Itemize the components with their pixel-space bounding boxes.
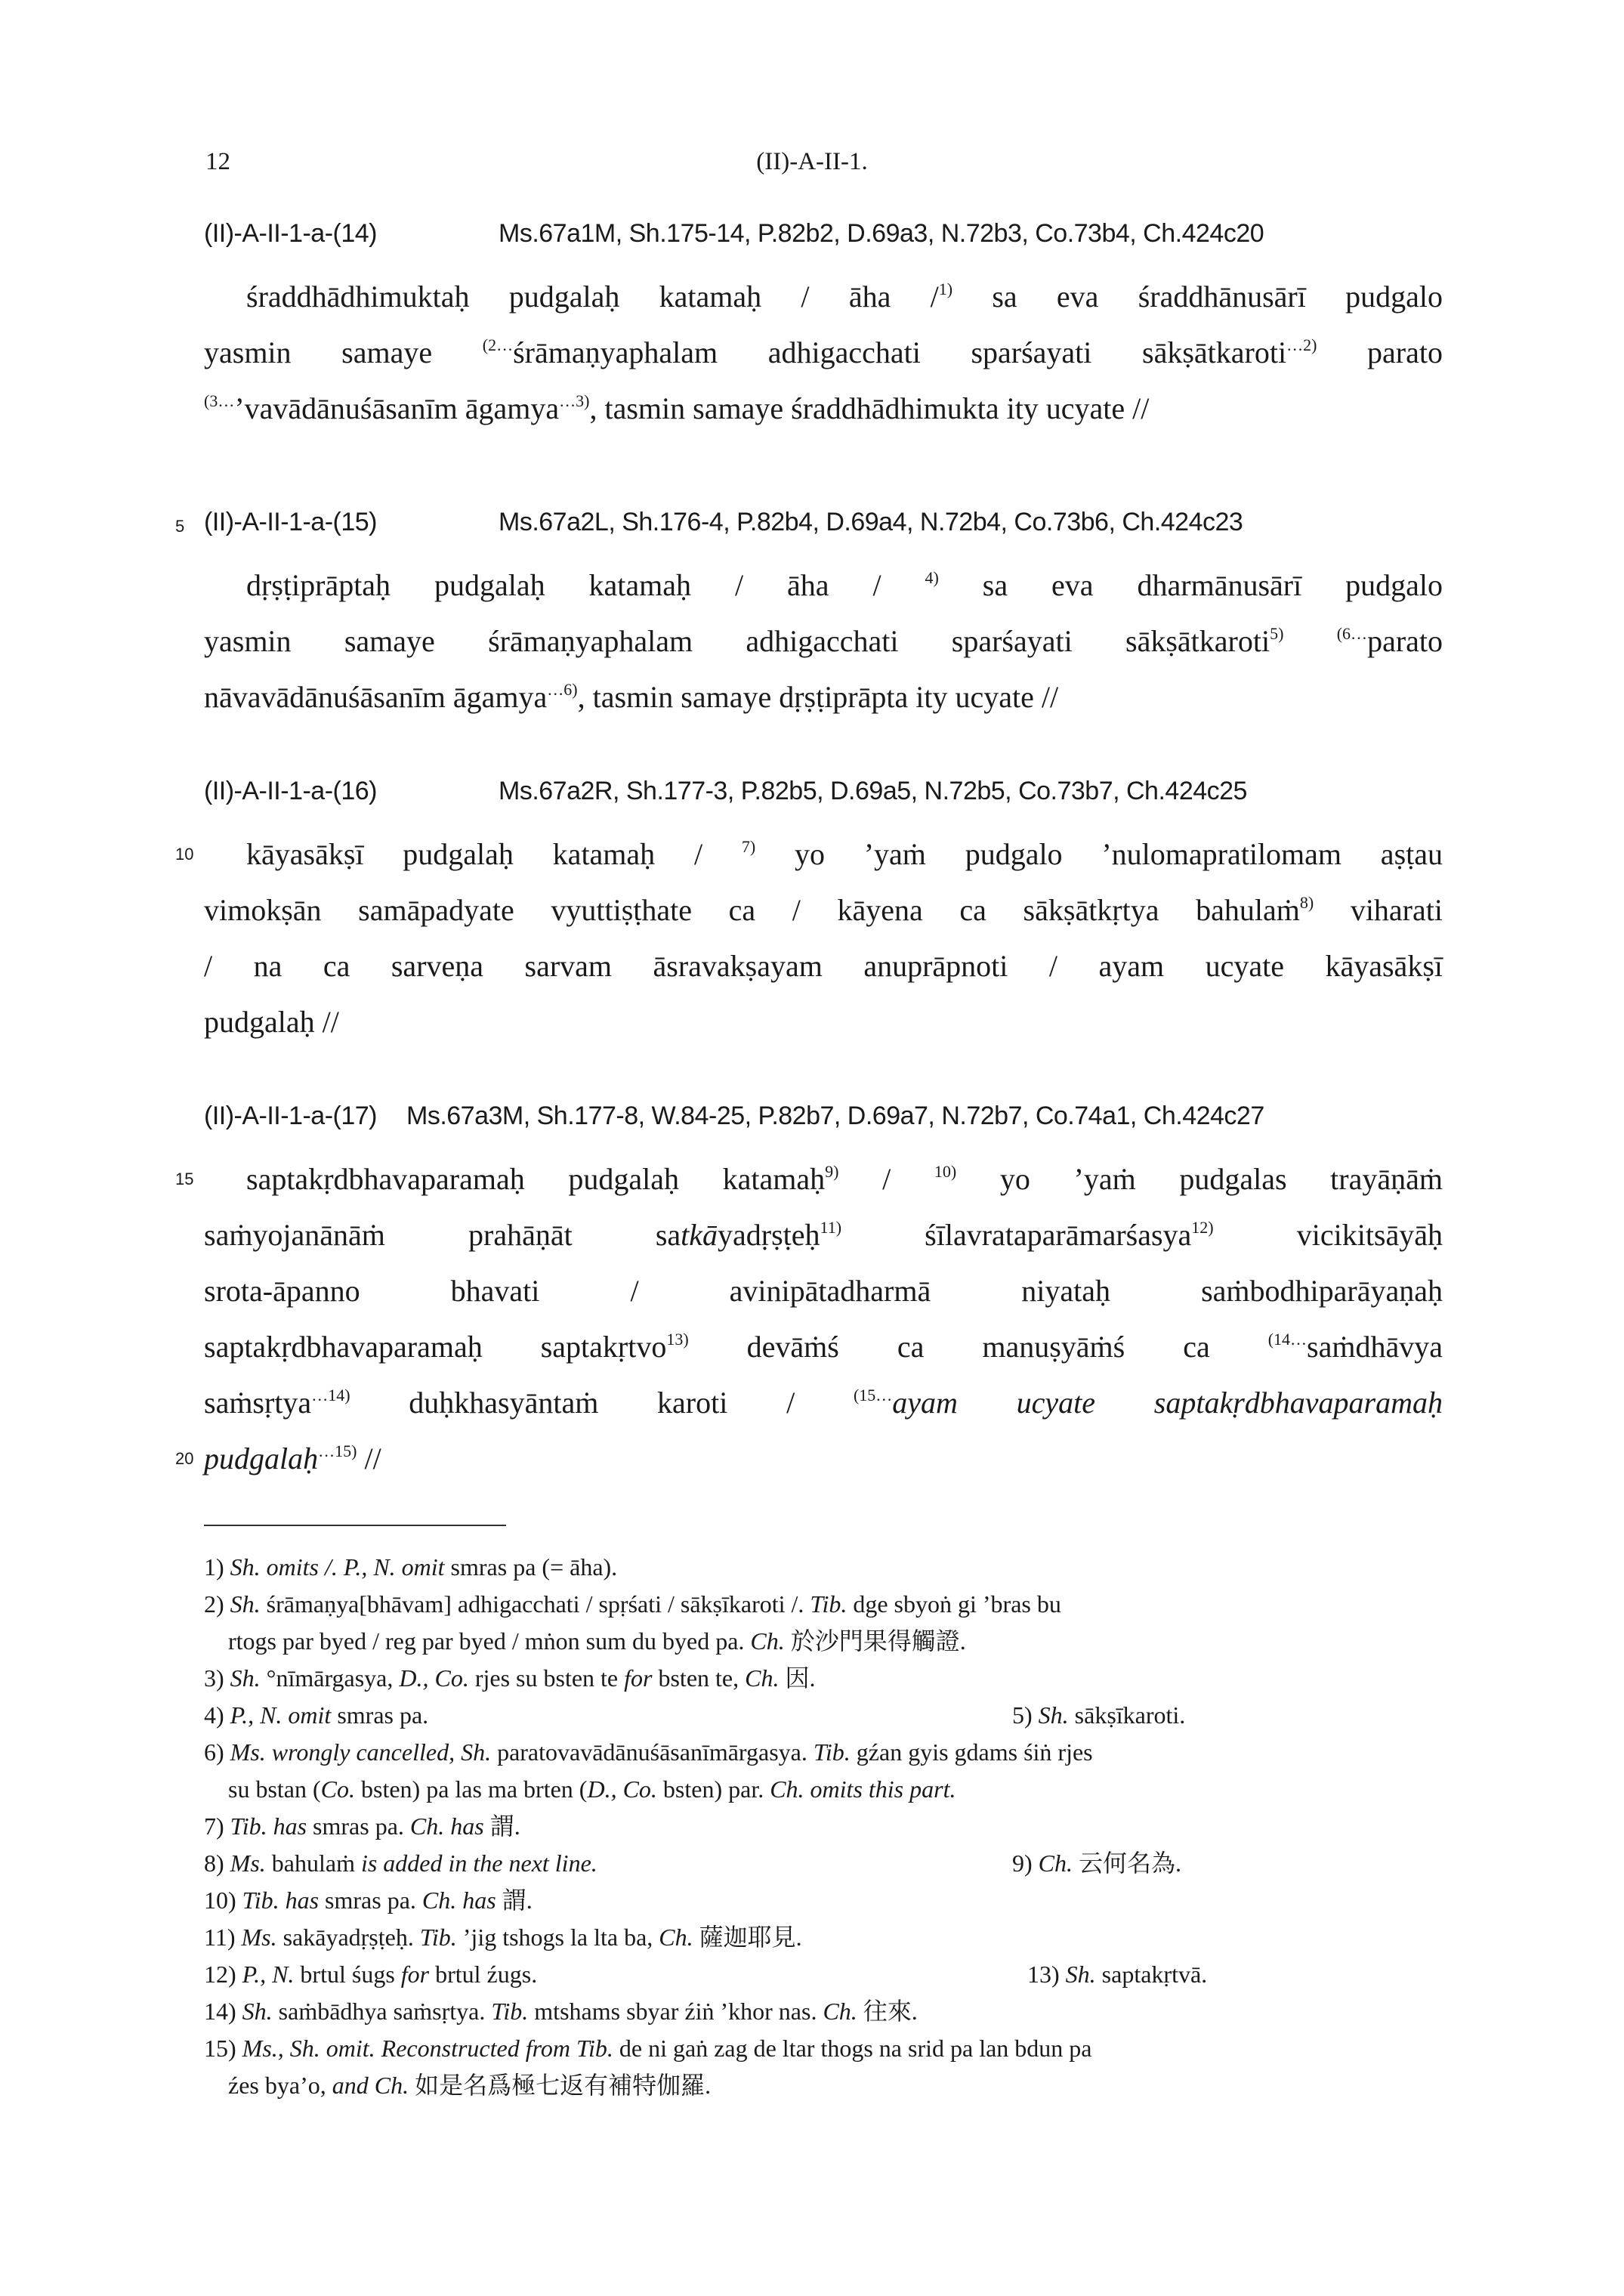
note-ref: …6) [547, 680, 578, 699]
footnote: 5) Sh. sākṣīkaroti. [1012, 1701, 1186, 1729]
footnote: 3) Sh. °nīmārgasya, D., Co. rjes su bsten te for bsten te, Ch. 因. [204, 1664, 816, 1692]
footnote: 14) Sh. saṁbādhya saṁsṛtya. Tib. mtshams sbyar źiṅ ’khor nas. Ch. 往來. [204, 1998, 918, 2025]
section-header [204, 219, 1443, 261]
section-id: (II)-A-II-1-a-(16) [204, 777, 377, 805]
section-15 [175, 508, 1443, 725]
page-number: 12 [205, 148, 230, 175]
note-ref: 1) [938, 280, 953, 298]
section-17 [175, 1102, 1443, 1487]
text-line: $^{(3\dots}$’vavādānuśāsanīm āgamya$^{\dots 3)}$, tasmin samaye śraddhādhimukta ity ucyate // [204, 391, 1150, 425]
text-line: yasmin samaye $^{(2\dots}$śrāmaṇyaphalam adhigacchati sparśayati sākṣātkaroti$^{\dots 2)}$ parato [204, 335, 1443, 369]
note-ref: 10) [934, 1162, 957, 1181]
note-ref: 8) [1299, 893, 1314, 912]
page-header [0, 148, 1624, 186]
text-line: nāvavādānuśāsanīm āgamya$^{\dots 6)}$, tasmin samaye dṛṣṭiprāpta ity ucyate // [204, 680, 1059, 714]
text-line: vimokṣān samāpadyate vyuttiṣṭhate ca / kāyena ca sākṣātkṛtya bahulaṁ$^{8)}$ viharati [204, 893, 1443, 927]
section-id: (II)-A-II-1-a-(17) [204, 1102, 377, 1130]
text-line: 10 kāyasākṣī pudgalaḥ katamaḥ / $^{7)}$ yo ’yaṁ pudgalo ’nulomapratilomam aṣṭau [204, 827, 1443, 882]
footnote: 8) Ms. bahulaṁ is added in the next line. [204, 1849, 597, 1877]
note-ref: 12) [1191, 1218, 1214, 1237]
section-id: (II)-A-II-1-a-(14) [204, 219, 377, 248]
note-ref: 7) [741, 837, 756, 856]
note-ref: 5) [1270, 624, 1284, 643]
text-line: yasmin samaye śrāmaṇyaphalam adhigacchati sparśayati sākṣātkaroti$^{5)}$ $^{(6\dots}$parato [204, 624, 1443, 658]
footnote-row [204, 1845, 1443, 1882]
note-ref: (3… [204, 391, 235, 410]
line-number: 10 [175, 845, 194, 864]
section-14 [204, 219, 1443, 437]
note-ref: (2… [482, 335, 514, 354]
footnote: 1) Sh. omits /. P., N. omit smras pa (= āha). [204, 1553, 618, 1581]
footnote-row [204, 1697, 1443, 1734]
note-ref: (15… [853, 1386, 893, 1404]
note-ref: …3) [559, 391, 590, 410]
footnote: 12) P., N. brtul śugs for brtul źugs. [204, 1961, 538, 1988]
text-line: śraddhādhimuktaḥ pudgalaḥ katamaḥ / āha /$^{1)}$ sa eva śraddhānusārī pudgalo [246, 280, 1443, 314]
footnote: 4) P., N. omit smras pa. [204, 1701, 429, 1729]
line-number: 5 [175, 517, 185, 536]
running-head: (II)-A-II-1. [756, 148, 868, 175]
note-ref: …2) [1286, 335, 1317, 354]
section-header [175, 508, 1443, 550]
footnote-row [204, 1956, 1443, 1993]
note-ref: (6… [1336, 624, 1368, 643]
line-number: 20 [175, 1449, 194, 1468]
text-line: saptakṛdbhavaparamaḥ saptakṛtvo$^{13)}$ devāṁś ca manuṣyāṁś ca $^{(14\dots}$saṁdhāvya [204, 1330, 1443, 1364]
note-ref: 4) [925, 568, 939, 587]
section-id: (II)-A-II-1-a-(15) [204, 508, 377, 536]
text-line: / na ca sarveṇa sarvam āsravakṣayam anuprāpnoti / ayam ucyate kāyasākṣī [204, 949, 1443, 983]
text-line: srota-āpanno bhavati / avinipātadharmā niyataḥ saṁbodhiparāyaṇaḥ [204, 1274, 1443, 1308]
footnote: 7) Tib. has smras pa. Ch. has 謂. [204, 1812, 520, 1840]
section-refs: Ms.67a2L, Sh.176-4, P.82b4, D.69a4, N.72b4, Co.73b6, Ch.424c23 [499, 508, 1243, 536]
footnote: 9) Ch. 云何名為. [1012, 1849, 1182, 1877]
text-line: saṁyojanānāṁ prahāṇāt satkāyadṛṣṭeḥ$^{11)}$ śīlavrataparāmarśasya$^{12)}$ vicikitsāyāḥ [204, 1218, 1443, 1252]
note-ref: 13) [666, 1330, 689, 1349]
footnote: 6) Ms. wrongly cancelled, Sh. paratovavādānuśāsanīmārgasya. Tib. gźan gyis gdams śiṅ rjes su bstan (Co. bsten) pa las ma brten (D., Co. bsten) par. Ch. omits this part. [204, 1738, 1093, 1803]
section-refs: Ms.67a3M, Sh.177-8, W.84-25, P.82b7, D.69a7, N.72b7, Co.74a1, Ch.424c27 [406, 1102, 1264, 1130]
section-refs: Ms.67a2R, Sh.177-3, P.82b5, D.69a5, N.72b5, Co.73b7, Ch.424c25 [499, 777, 1247, 805]
text-line: 15 saptakṛdbhavaparamaḥ pudgalaḥ katamaḥ$^{9)}$ / $^{10)}$ yo ’yaṁ pudgalas trayāṇāṁ [204, 1151, 1443, 1207]
footnote: 13) Sh. saptakṛtvā. [1027, 1961, 1208, 1988]
text-line: 20 pudgalaḥ$^{\dots 15)}$ // [204, 1431, 1443, 1487]
footnote-rule [204, 1525, 506, 1526]
section-header [204, 777, 1443, 819]
footnote: 15) Ms., Sh. omit. Reconstructed from Tib. de ni gaṅ zag de ltar thogs na srid pa lan bdun pa źes bya’o, and Ch. 如是名爲極七返有補特伽羅. [204, 2035, 1092, 2099]
note-ref: 11) [820, 1218, 842, 1237]
footnote: 11) Ms. sakāyadṛṣṭeḥ. Tib. ’jig tshogs la lta ba, Ch. 薩迦耶見. [204, 1924, 802, 1951]
footnote: 2) Sh. śrāmaṇya[bhāvam] adhigacchati / spṛśati / sākṣīkaroti /. Tib. dge sbyoṅ gi ’bras bu rtogs par byed / reg par byed / mṅon sum du byed pa. Ch. 於沙門果得觸證. [204, 1590, 1061, 1655]
section-header [204, 1102, 1443, 1144]
footnotes [204, 1549, 1443, 2104]
note-ref: …15) [318, 1442, 357, 1460]
note-ref: (14… [1267, 1330, 1308, 1349]
note-ref: …14) [311, 1386, 350, 1404]
text-line: dṛṣṭiprāptaḥ pudgalaḥ katamaḥ / āha / $^{4)}$ sa eva dharmānusārī pudgalo [246, 568, 1443, 602]
text-line: saṁsṛtya$^{\dots 14)}$ duḥkhasyāntaṁ karoti / $^{(15\dots}$ayam ucyate saptakṛdbhavaparamaḥ [204, 1386, 1443, 1420]
note-ref: 9) [825, 1162, 839, 1181]
section-refs: Ms.67a1M, Sh.175-14, P.82b2, D.69a3, N.72b3, Co.73b4, Ch.424c20 [499, 219, 1264, 248]
footnote: 10) Tib. has smras pa. Ch. has 謂. [204, 1887, 533, 1914]
section-16 [175, 777, 1443, 1050]
text-line: pudgalaḥ // [204, 1005, 339, 1039]
line-number: 15 [175, 1170, 194, 1188]
